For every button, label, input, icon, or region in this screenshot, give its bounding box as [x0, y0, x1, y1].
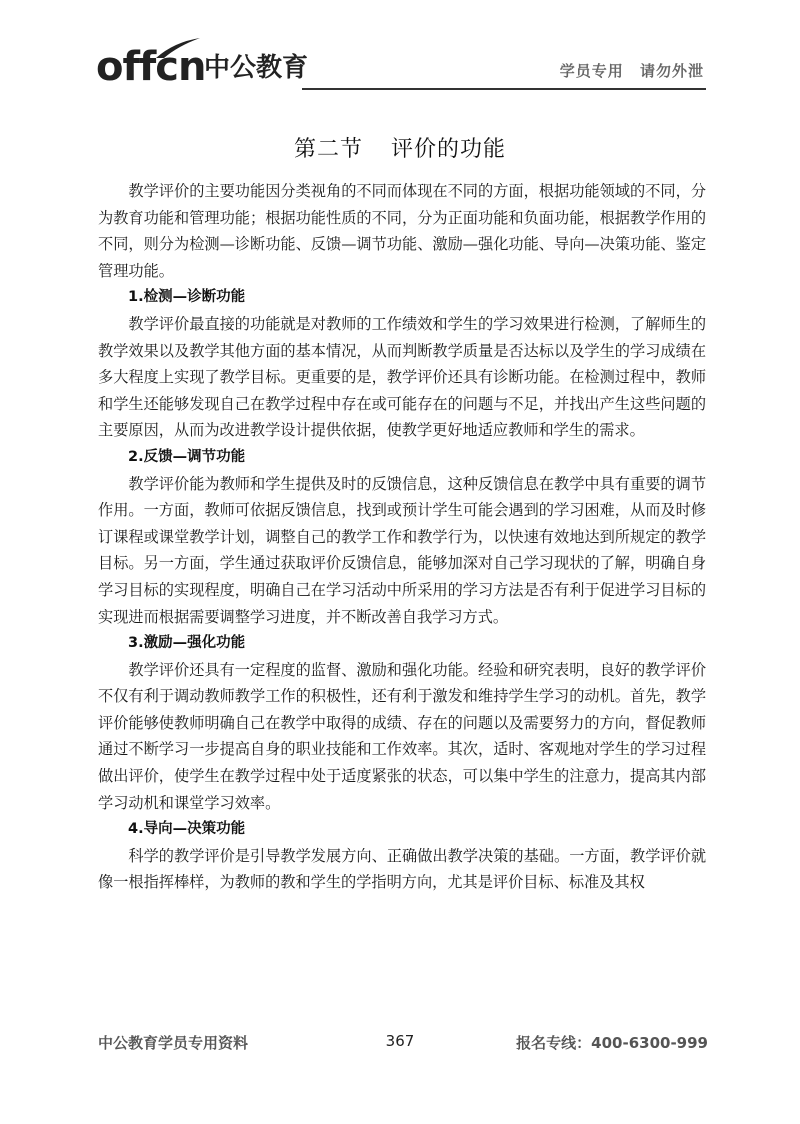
header-tag: 学员专用 请勿外泄	[559, 62, 704, 80]
paragraph-detection-diagnosis: 教学评价最直接的功能就是对教师的工作绩效和学生的学习效果进行检测，了解师生的教学效果以及教学其他方面的基本情况，从而判断教学质量是否达标以及学生的学习成绩在多大程度上实现了教学目标。更重要的是，教学评价还具有诊断功能。在检测过程中，教师和学生还能够发现自己在教学过程中存在或可能存在的问题与不足，并找出产生这些问题的主要原因，从而为改进教学设计提供依据，使教学更好地适应教师和学生的需求。	[98, 314, 706, 440]
paragraph-feedback-adjustment: 教学评价能为教师和学生提供及时的反馈信息，这种反馈信息在教学中具有重要的调节作用。一方面，教师可依据反馈信息，找到或预计学生可能会遇到的学习困难，从而及时修订课程或课堂教学计划，调整自己的教学工作和教学行为，以快速有效地达到所规定的教学目标。另一方面，学生通过获取评价反馈信息，能够加深对自己学习现状的了解，明确自身学习目标的实现程度，明确自己在学习活动中所采用的学习方法是否有利于促进学习目标的实现进而根据需要调整学习进度，并不断改善自我学习方式。	[98, 474, 706, 626]
heading-feedback-adjustment: 2.反馈—调节功能	[128, 448, 246, 465]
heading-guidance-decision: 4.导向—决策功能	[128, 821, 246, 838]
page-header	[96, 38, 708, 92]
paragraph-guidance-decision: 科学的教学评价是引导教学发展方向、正确做出教学决策的基础。一方面，教学评价就像一根指挥棒样，为教师的教和学生的学指明方向，尤其是评价目标、标准及其权	[98, 846, 706, 892]
intro-paragraph: 教学评价的主要功能因分类视角的不同而体现在不同的方面，根据功能领域的不同，分为教育功能和管理功能；根据功能性质的不同，分为正面功能和负面功能，根据教学作用的不同，则分为检测—诊断功能、反馈—调节功能、激励—强化功能、导向—决策功能、鉴定管理功能。	[98, 182, 706, 280]
logo-offcn: offcn	[96, 44, 206, 90]
footer-label: 中公教育学员专用资料	[98, 1034, 249, 1052]
header-divider	[302, 88, 706, 90]
heading-incentive-reinforcement: 3.激励—强化功能	[128, 635, 246, 652]
paragraph-incentive-reinforcement: 教学评价还具有一定程度的监督、激励和强化功能。经验和研究表明，良好的教学评价不仅有利于调动教师教学工作的积极性，还有利于激发和维持学生学习的动机。首先，教学评价能够使教师明确自己在教学中取得的成绩、存在的问题以及需要努力的方向，督促教师通过不断学习一步提高自身的职业技能和工作效率。其次，适时、客观地对学生的学习过程做出评价，使学生在教学过程中处于适度紧张的状态，可以集中学生的注意力，提高其内部学习动机和课堂学习效率。	[98, 660, 706, 812]
body-content	[98, 178, 706, 896]
section-name: 评价的功能	[391, 137, 507, 162]
heading-detection-diagnosis: 1.检测—诊断功能	[128, 289, 246, 306]
logo-chinese: 中公教育	[204, 53, 309, 83]
section-number: 第二节	[293, 137, 363, 162]
footer-hotline: 报名专线：400-6300-999	[516, 1034, 708, 1052]
section-title	[0, 132, 800, 163]
logo-swoosh-icon	[154, 36, 202, 60]
page-number: 367	[385, 1032, 415, 1050]
